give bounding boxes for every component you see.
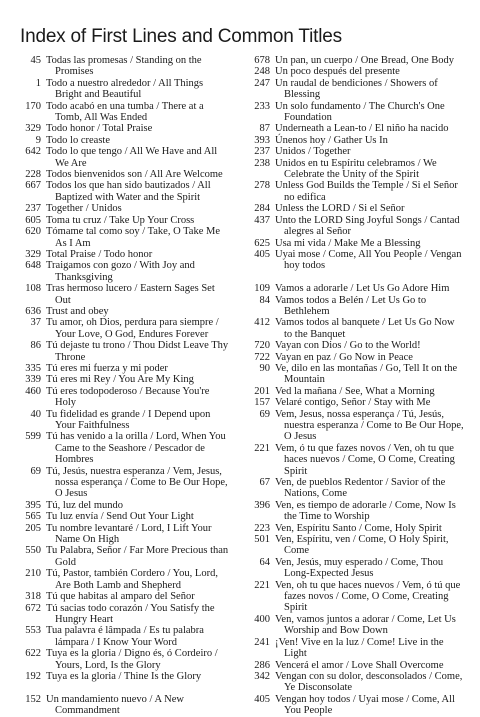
index-entry <box>249 580 464 614</box>
entry-title: Tu luz envía / Send Out Your Light <box>46 511 194 523</box>
index-entry <box>20 500 238 511</box>
entry-title-continuation: Blessing <box>284 89 321 101</box>
entry-title: Unidos en tu Espíritu celebramos / We <box>275 157 437 169</box>
entry-title: Vamos todos a Belén / Let Us Go to <box>275 294 427 306</box>
entry-title: Tú, luz del mundo <box>46 499 123 511</box>
index-entry <box>249 660 464 671</box>
entry-title-continuation: Yours, Lord, Is the Glory <box>55 659 161 671</box>
index-entry <box>249 249 464 272</box>
entry-title: Tú, Jesús, nuestra esperanza / Vem, Jesus, <box>46 465 222 477</box>
hymn-number: 210 <box>25 568 41 580</box>
hymn-number: 550 <box>25 545 41 557</box>
hymn-number: 335 <box>25 362 41 374</box>
index-entry <box>20 648 238 671</box>
entry-title: Ven, Espíritu Santo / Come, Holy Spirit <box>275 522 442 534</box>
hymn-number: 237 <box>25 203 41 215</box>
hymn-number: 625 <box>254 237 270 249</box>
entry-title: Tú sacias todo corazón / You Satisfy the <box>46 602 215 614</box>
hymn-number: 84 <box>259 294 270 306</box>
hymn-number: 672 <box>25 602 41 614</box>
index-entry <box>20 55 238 78</box>
entry-title: Tú eres todopoderoso / Because You're <box>46 385 210 397</box>
hymn-number: 9 <box>35 134 41 146</box>
hymn-number: 460 <box>25 385 41 397</box>
index-entry <box>249 477 464 500</box>
entry-title-continuation: Light <box>284 648 307 660</box>
entry-title-continuation: Celebrate the Unity of the Spirit <box>284 169 420 181</box>
entry-title-continuation: You People <box>284 705 333 717</box>
entry-title-continuation: Name On High <box>55 534 120 546</box>
entry-title-continuation: nuestra esperanza / Come to Be Our Hope, <box>284 419 464 431</box>
entry-title: Tú dejaste tu trono / Thou Didst Leave Thy <box>46 340 229 352</box>
hymn-number: 722 <box>254 351 270 363</box>
hymn-number: 40 <box>30 408 41 420</box>
index-entry <box>249 146 464 157</box>
entry-title-continuation: Come <box>284 545 310 557</box>
hymn-number: 318 <box>25 591 41 603</box>
hymn-number: 192 <box>25 670 41 682</box>
hymn-number: 405 <box>254 248 270 260</box>
index-entry <box>249 135 464 146</box>
hymn-number: 69 <box>259 408 270 420</box>
index-entry <box>20 694 238 717</box>
hymn-number: 667 <box>25 180 41 192</box>
entry-title: Tu amor, oh Dios, perdura para siempre / <box>46 317 219 329</box>
entry-title: Tú has venido a la orilla / Lord, When You <box>46 431 226 443</box>
entry-title: Ven, de pueblos Redentor / Savior of the <box>275 477 446 489</box>
entry-title: Tú eres mi Rey / You Are My King <box>46 374 194 386</box>
index-entry <box>249 500 464 523</box>
entry-title: Tuya es la gloria / Thine Is the Glory <box>46 670 202 682</box>
entry-title: Vem, Jesus, nossa esperança / Tú, Jesús, <box>275 408 444 420</box>
index-entry <box>20 123 238 134</box>
entry-title: Ven, oh tu que haces nuevos / Vem, ó tú que <box>275 579 461 591</box>
entry-title-continuation: haces nuevos / Come, O Come, Creating <box>284 454 455 466</box>
entry-title: Tua palavra é lâmpada / Es tu palabra <box>46 625 204 637</box>
hymn-number: 501 <box>254 534 270 546</box>
entry-title-continuation: Ye Disconsolate <box>284 682 353 694</box>
index-entry <box>20 283 238 306</box>
entry-title-continuation: Holy <box>55 397 76 409</box>
index-entry <box>20 135 238 146</box>
hymn-number: 720 <box>254 340 270 352</box>
hymn-number: 238 <box>254 157 270 169</box>
hymn-number: 64 <box>259 556 270 568</box>
entry-title-continuation: to the Banquet <box>284 328 346 340</box>
index-entry <box>20 603 238 626</box>
index-entry <box>249 671 464 694</box>
index-entry <box>20 78 238 101</box>
entry-title: Todo honor / Total Praise <box>46 123 153 135</box>
index-entry <box>20 169 238 180</box>
index-entry <box>249 352 464 363</box>
entry-title-continuation: Worship and Bow Down <box>284 625 388 637</box>
hymn-number: 67 <box>259 477 270 489</box>
entry-title: Todo lo que tengo / All We Have and All <box>46 146 218 158</box>
hymn-number: 678 <box>254 55 270 66</box>
entry-title: Ve, dilo en las montañas / Go, Tell It on the <box>275 362 458 374</box>
index-entry <box>249 443 464 477</box>
index-entry <box>20 625 238 648</box>
hymn-number: 241 <box>254 636 270 648</box>
hymn-number: 248 <box>254 66 270 78</box>
hymn-number: 393 <box>254 134 270 146</box>
entry-title: Unless the LORD / Si el Señor <box>275 203 405 215</box>
entry-title-continuation: Bright and Beautiful <box>55 89 142 101</box>
index-entry <box>20 306 238 317</box>
entry-title-continuation: Spirit <box>284 465 308 477</box>
index-entry <box>20 511 238 522</box>
index-entry <box>249 283 464 294</box>
entry-title: Traigamos con gozo / With Joy and <box>46 260 195 272</box>
entry-title: Ven, Jesús, muy esperado / Come, Thou <box>275 556 444 568</box>
entry-title: Vengan hoy todos / Uyai mose / Come, All <box>275 693 455 705</box>
index-entry <box>20 386 238 409</box>
entry-title-continuation: Out <box>55 294 71 306</box>
entry-title: Todo lo creaste <box>46 134 110 146</box>
hymn-number: 339 <box>25 374 41 386</box>
index-entry <box>249 66 464 77</box>
entry-title-continuation: the Time to Worship <box>284 511 370 523</box>
hymn-number: 221 <box>254 579 270 591</box>
hymn-number: 233 <box>254 100 270 112</box>
entry-title: Un pan, un cuerpo / One Bread, One Body <box>275 55 455 66</box>
hymn-number: 620 <box>25 226 41 238</box>
index-entry <box>249 386 464 397</box>
hymn-number: 412 <box>254 317 270 329</box>
entry-title: Todas las promesas / Standing on the <box>46 55 202 66</box>
index-entry <box>20 340 238 363</box>
entry-title: Un raudal de bendiciones / Showers of <box>275 77 438 89</box>
entry-title-continuation: hoy todos <box>284 260 326 272</box>
entry-title-continuation: alegres al Señor <box>284 226 352 238</box>
entry-title: Un mandamiento nuevo / A New <box>46 693 184 705</box>
entry-title: ¡Ven! Vive en la luz / Come! Live in the <box>275 636 444 648</box>
entry-title: Un poco después del presente <box>275 66 400 78</box>
hymn-number: 37 <box>30 317 41 329</box>
index-entry <box>20 101 238 124</box>
hymn-number: 87 <box>259 123 270 135</box>
index-entry <box>20 466 238 500</box>
hymn-number: 437 <box>254 214 270 226</box>
index-entry <box>20 363 238 374</box>
entry-title-continuation: Gold <box>55 556 76 568</box>
entry-title: Ven, vamos juntos a adorar / Come, Let Us <box>275 613 456 625</box>
entry-title: Velaré contigo, Señor / Stay with Me <box>275 397 431 409</box>
entry-title: Todo acabó en una tumba / There at a <box>46 100 204 112</box>
entry-title: Todos los que han sido bautizados / All <box>46 180 211 192</box>
hymn-number: 278 <box>254 180 270 192</box>
index-entry <box>20 317 238 340</box>
index-entry <box>20 260 238 283</box>
entry-title: Únenos hoy / Gather Us In <box>275 134 388 146</box>
index-entry <box>20 568 238 591</box>
entry-title: Tu nombre levantaré / Lord, I Lift Your <box>46 522 212 534</box>
entry-title-continuation: Tomb, All Was Ended <box>55 112 148 124</box>
entry-title: Vencerá el amor / Love Shall Overcome <box>275 659 444 671</box>
entry-title: Tú, Pastor, también Cordero / You, Lord, <box>46 568 218 580</box>
hymn-number: 605 <box>25 214 41 226</box>
entry-title-continuation: Your Love, O God, Endures Forever <box>55 328 209 340</box>
entry-title-continuation: Throne <box>55 351 86 363</box>
entry-title: Vamos todos al banquete / Let Us Go Now <box>275 317 455 329</box>
index-entry <box>249 295 464 318</box>
entry-title: Ven, es tiempo de adorarle / Come, Now Is <box>275 499 456 511</box>
index-entry <box>20 431 238 465</box>
hymn-number: 108 <box>25 283 41 295</box>
hymn-number: 599 <box>25 431 41 443</box>
entry-title-continuation: Commandment <box>55 705 120 717</box>
entry-title: Tu fidelidad es grande / I Depend upon <box>46 408 211 420</box>
entry-title-continuation: O Jesus <box>284 431 317 443</box>
entry-title-continuation: Thanksgiving <box>55 271 113 283</box>
entry-title-continuation: Hombres <box>55 454 94 466</box>
entry-title-continuation: Hungry Heart <box>55 613 114 625</box>
index-entry <box>249 78 464 101</box>
page-title: Index of First Lines and Common Titles <box>20 26 342 47</box>
index-entry <box>20 203 238 214</box>
index-entry <box>20 545 238 568</box>
hymn-number: 170 <box>25 100 41 112</box>
entry-title-continuation: fazes novos / Come, O Come, Creating <box>284 591 449 603</box>
index-entry <box>249 409 464 443</box>
hymn-number: 1 <box>35 77 41 89</box>
entry-title-continuation: Long-Expected Jesus <box>284 568 374 580</box>
hymn-number: 648 <box>25 260 41 272</box>
entry-title-continuation: O Jesus <box>55 488 88 500</box>
entry-title: Underneath a Lean-to / El niño ha nacido <box>275 123 449 135</box>
entry-title: Unless God Builds the Temple / Si el Señor <box>275 180 458 192</box>
entry-title-continuation: Are Both Lamb and Shepherd <box>55 579 181 591</box>
entry-title: Usa mi vida / Make Me a Blessing <box>275 237 421 249</box>
index-entry <box>249 203 464 214</box>
index-entry <box>249 523 464 534</box>
entry-title: Tú eres mi fuerza y mi poder <box>46 362 168 374</box>
hymn-number: 405 <box>254 693 270 705</box>
index-entry <box>249 557 464 580</box>
index-entry <box>249 317 464 340</box>
entry-title-continuation: lámpara / I Know Your Word <box>55 636 178 648</box>
entry-title: Vem, ó tu que fazes novos / Ven, oh tu que <box>275 442 454 454</box>
hymn-number: 201 <box>254 385 270 397</box>
hymn-number: 395 <box>25 499 41 511</box>
index-entry <box>20 146 238 169</box>
index-entry <box>20 671 238 682</box>
entry-title: Tómame tal como soy / Take, O Take Me <box>46 226 220 238</box>
hymn-number: 329 <box>25 123 41 135</box>
index-entry <box>20 249 238 260</box>
entry-title: Unto the LORD Sing Joyful Songs / Cantad <box>275 214 460 226</box>
index-entry <box>20 523 238 546</box>
hymn-number: 286 <box>254 659 270 671</box>
entry-title: Unidos / Together <box>275 146 351 158</box>
hymn-number: 45 <box>30 55 41 66</box>
entry-title: Un solo fundamento / The Church's One <box>275 100 445 112</box>
hymn-number: 642 <box>25 146 41 158</box>
index-column-right <box>249 55 464 717</box>
hymn-number: 636 <box>25 305 41 317</box>
entry-title-continuation: Spirit <box>284 602 308 614</box>
index-entry <box>20 180 238 203</box>
index-entry <box>249 123 464 134</box>
hymn-number: 109 <box>254 283 270 295</box>
index-entry <box>249 101 464 124</box>
hymn-number: 205 <box>25 522 41 534</box>
index-entry <box>249 614 464 637</box>
hymn-number: 400 <box>254 613 270 625</box>
index-entry <box>249 158 464 181</box>
index-entry <box>20 374 238 385</box>
entry-title-continuation: Your Faithfulness <box>55 420 130 431</box>
hymn-number: 622 <box>25 648 41 660</box>
hymn-number: 90 <box>259 362 270 374</box>
entry-title: Together / Unidos <box>46 203 122 215</box>
index-entry <box>249 238 464 249</box>
entry-title: Ved la mañana / See, What a Morning <box>275 385 435 397</box>
entry-title-continuation: Bethlehem <box>284 305 330 317</box>
entry-title-continuation: Foundation <box>284 112 332 124</box>
hymn-number: 565 <box>25 511 41 523</box>
entry-title: Tu Palabra, Señor / Far More Precious than <box>46 545 229 557</box>
hymn-number: 86 <box>30 340 41 352</box>
entry-title-continuation: We Are <box>55 157 87 169</box>
hymn-number: 69 <box>30 465 41 477</box>
index-entry <box>249 340 464 351</box>
hymn-number: 228 <box>25 169 41 181</box>
entry-title: Vamos a adorarle / Let Us Go Adore Him <box>275 283 450 295</box>
entry-title-continuation: Promises <box>55 66 94 78</box>
entry-title-continuation: As I Am <box>55 237 91 249</box>
entry-title-continuation: Came to the Seashore / Pescador de <box>55 442 205 454</box>
hymn-number: 152 <box>25 693 41 705</box>
hymn-number: 553 <box>25 625 41 637</box>
entry-title: Ven, Espíritu, ven / Come, O Holy Spirit, <box>275 534 449 546</box>
entry-title: Vayan con Dios / Go to the World! <box>275 340 421 352</box>
index-entry <box>20 591 238 602</box>
entry-title: Tú que habitas al amparo del Señor <box>46 591 195 603</box>
hymn-number: 223 <box>254 522 270 534</box>
entry-title: Tras hermoso lucero / Eastern Sages Set <box>46 283 215 295</box>
index-entry <box>249 637 464 660</box>
index-entry <box>249 363 464 386</box>
hymn-number: 284 <box>254 203 270 215</box>
entry-title-continuation: Baptized with Water and the Spirit <box>55 191 201 203</box>
entry-title: Vengan con su dolor, desconsolados / Come, <box>275 670 463 682</box>
entry-title: Trust and obey <box>46 305 109 317</box>
entry-title-continuation: nossa esperança / Come to Be Our Hope, <box>55 477 228 489</box>
index-entry <box>249 180 464 203</box>
hymn-number: 342 <box>254 670 270 682</box>
entry-title: Total Praise / Todo honor <box>46 248 153 260</box>
hymn-number: 396 <box>254 499 270 511</box>
hymn-number: 157 <box>254 397 270 409</box>
entry-title-continuation: Mountain <box>284 374 325 386</box>
index-entry <box>249 694 464 717</box>
hymn-number: 247 <box>254 77 270 89</box>
entry-title-continuation: no edifica <box>284 191 326 203</box>
index-column-left <box>20 55 238 717</box>
index-entry <box>249 534 464 557</box>
index-entry <box>20 215 238 226</box>
index-entry <box>249 55 464 66</box>
hymn-number: 237 <box>254 146 270 158</box>
index-entry <box>20 226 238 249</box>
index-entry <box>249 215 464 238</box>
index-entry <box>20 409 238 432</box>
entry-title: Tuya es la gloria / Digno és, ó Cordeiro / <box>46 648 218 660</box>
entry-title-continuation: Nations, Come <box>284 488 347 500</box>
index-entry <box>249 397 464 408</box>
entry-title: Uyai mose / Come, All You People / Vengan <box>275 248 462 260</box>
entry-title: Todo a nuestro alrededor / All Things <box>46 77 204 89</box>
entry-title: Toma tu cruz / Take Up Your Cross <box>46 214 195 226</box>
entry-title: Vayan en paz / Go Now in Peace <box>275 351 413 363</box>
entry-title: Todos bienvenidos son / All Are Welcome <box>46 169 223 181</box>
hymn-number: 329 <box>25 248 41 260</box>
hymn-number: 221 <box>254 442 270 454</box>
